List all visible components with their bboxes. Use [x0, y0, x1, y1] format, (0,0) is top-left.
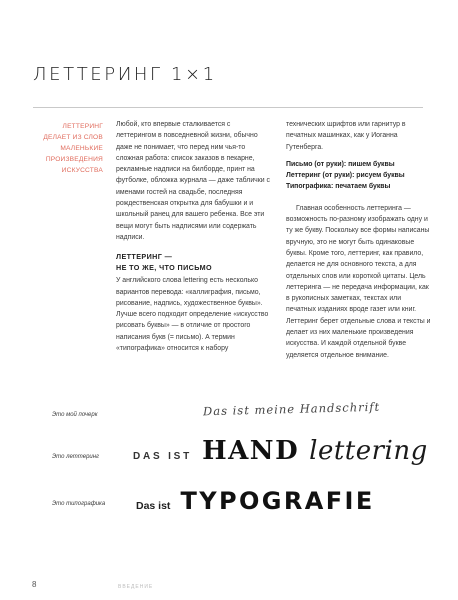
- sidebar-line: ИСКУССТВА: [61, 167, 103, 174]
- subheading-line: ЛЕТТЕРИНГ —: [116, 252, 173, 262]
- paragraph: Главная особенность леттеринга — возможность по-разному изображать одну и ту же букву. Поскольку все формы написаны вручную, это не могут быть одинаковые буквы. Кроме того, леттеринг, как правило, делается не для основного текста, а для отдельных слов или короткой цитаты. Цель леттеринга — не передача информации, как в рукописных заметках, текстах или печатных изданиях вроде газет или книг. Леттеринг берет отдельные слова и тексты и делает из них маленькие произведения искусства. И каждой отдельной букве уделяется отдельное внимание.: [286, 204, 431, 359]
- subheading-line: НЕ ТО ЖЕ, ЧТО ПИСЬМО: [116, 263, 213, 273]
- text-column-1: [116, 119, 271, 354]
- typography-sample: [136, 487, 375, 515]
- handwriting-sample: Das ist meine Handschrift: [202, 399, 381, 419]
- sidebar-line: МАЛЕНЬКИЕ: [60, 145, 103, 152]
- sidebar-quote: [33, 121, 103, 176]
- lettering-small: DAS IST: [133, 451, 193, 462]
- definition-lettering: Леттеринг (от руки): рисуем буквы: [286, 172, 405, 180]
- typography-big: TYPOGRAFIE: [180, 487, 375, 515]
- paragraph: У английского слова lettering есть несколько вариантов перевода: «каллиграфия, письмо, рисование, надпись, художественное буквы». Лучше всего подходит определение «искусство рисовать буквы» — в отличие от простого написания букв (= письмо). А термин «типографика» относится к набору: [116, 277, 269, 353]
- lettering-word-lettering: lettering: [309, 436, 428, 466]
- sidebar-line: ДЕЛАЕТ ИЗ СЛОВ: [43, 134, 103, 141]
- definitions: [286, 159, 432, 193]
- paragraph: Любой, кто впервые сталкивается с леттерингом в повседневной жизни, обычно даже не понимает, что перед ним чья-то сложная работа: список заказов в пекарне, рекламные надписи на билборде, принт на футболке, обложка журнала — даже таблички с именами гостей на свадьбе, последняя рождественская открытка для бабушки и и школьный ранец для вашего ребенка. Все эти вещи могут быть надписями или содержать надписи.: [116, 121, 270, 241]
- definition-writing: Письмо (от руки): пишем буквы: [286, 160, 395, 168]
- label-lettering: Это леттеринг: [52, 454, 100, 460]
- label-handwriting: Это мой почерк: [52, 412, 98, 418]
- text-column-2: [286, 119, 432, 361]
- lettering-word-hand: HAND: [202, 436, 300, 466]
- title-divider: [33, 107, 423, 108]
- page-number: 8: [32, 580, 37, 589]
- paragraph: технических шрифтов или гарнитур в печатных машинках, как у Иоганна Гутенберга.: [286, 121, 406, 151]
- typography-small: Das ist: [136, 500, 171, 512]
- subheading: [116, 251, 271, 273]
- page-title: ЛЕТТЕРИНГ 1×1: [33, 64, 217, 85]
- section-footer: ВВЕДЕНИЕ: [118, 584, 154, 590]
- sidebar-line: ЛЕТТЕРИНГ: [62, 123, 103, 130]
- lettering-sample: [133, 436, 428, 466]
- label-typography: Это типографика: [52, 501, 106, 507]
- sidebar-line: ПРОИЗВЕДЕНИЯ: [45, 156, 103, 163]
- definition-typography: Типографика: печатаем буквы: [286, 183, 391, 191]
